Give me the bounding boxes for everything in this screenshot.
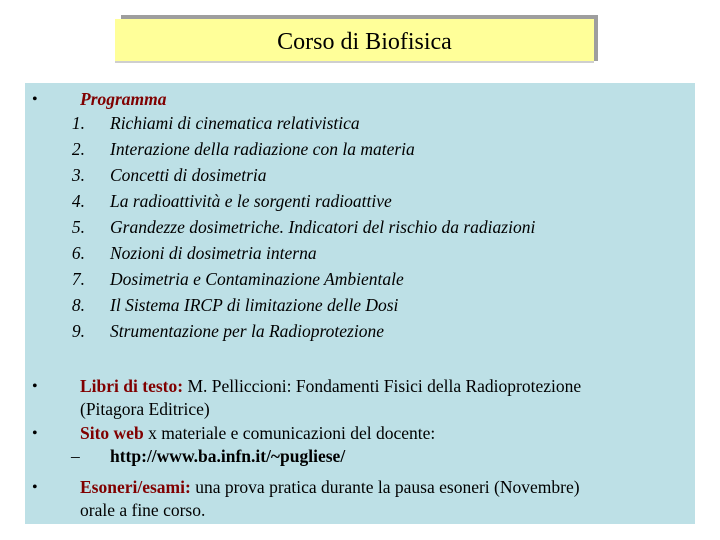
list-item: Il Sistema IRCP di limitazione delle Dosi bbox=[110, 295, 399, 315]
list-item-number: 6. bbox=[71, 243, 85, 263]
sito-url-link[interactable]: http://www.ba.infn.it/~pugliese/ bbox=[110, 446, 346, 466]
libri-label: Libri di testo: bbox=[80, 376, 184, 396]
list-item-number: 2. bbox=[71, 139, 85, 159]
bullet-programma: • bbox=[32, 91, 38, 108]
list-item-number: 7. bbox=[71, 269, 85, 289]
title-box bbox=[115, 19, 594, 63]
list-item-number: 5. bbox=[71, 217, 85, 237]
list-item: Nozioni di dosimetria interna bbox=[110, 243, 317, 263]
esoneri-orale: orale a fine corso. bbox=[80, 500, 206, 520]
list-item: La radioattività e le sorgenti radioattive bbox=[110, 191, 392, 211]
list-item-number: 9. bbox=[71, 321, 85, 341]
list-item: Strumentazione per la Radioprotezione bbox=[110, 321, 384, 341]
url-dash: – bbox=[71, 446, 80, 466]
sito-label: Sito web bbox=[80, 423, 144, 443]
esoneri-label: Esoneri/esami: bbox=[80, 477, 191, 497]
list-item: Grandezze dosimetriche. Indicatori del rischio da radiazioni bbox=[110, 217, 536, 237]
esoneri-line bbox=[80, 476, 580, 498]
list-item-number: 4. bbox=[71, 191, 85, 211]
list-item: Concetti di dosimetria bbox=[110, 165, 267, 185]
sito-text: x materiale e comunicazioni del docente: bbox=[143, 423, 436, 443]
list-item: Richiami di cinematica relativistica bbox=[110, 113, 360, 133]
list-item-number: 8. bbox=[71, 295, 85, 315]
programma-heading: Programma bbox=[80, 89, 167, 109]
content-panel bbox=[25, 83, 695, 524]
libri-text: M. Pelliccioni: Fondamenti Fisici della Radioprotezione bbox=[183, 376, 582, 396]
list-item-number: 1. bbox=[71, 113, 85, 133]
sito-line bbox=[80, 422, 435, 444]
bullet-esoneri: • bbox=[32, 479, 38, 496]
libri-publisher: (Pitagora Editrice) bbox=[80, 399, 210, 419]
slide-title: Corso di Biofisica bbox=[277, 29, 452, 55]
list-item: Dosimetria e Contaminazione Ambientale bbox=[110, 269, 404, 289]
list-item: Interazione della radiazione con la materia bbox=[110, 139, 415, 159]
bullet-libri: • bbox=[32, 378, 38, 395]
esoneri-text: una prova pratica durante la pausa esoneri (Novembre) bbox=[190, 477, 580, 497]
bullet-sito: • bbox=[32, 425, 38, 442]
list-item-number: 3. bbox=[71, 165, 85, 185]
libri-line bbox=[80, 375, 581, 397]
